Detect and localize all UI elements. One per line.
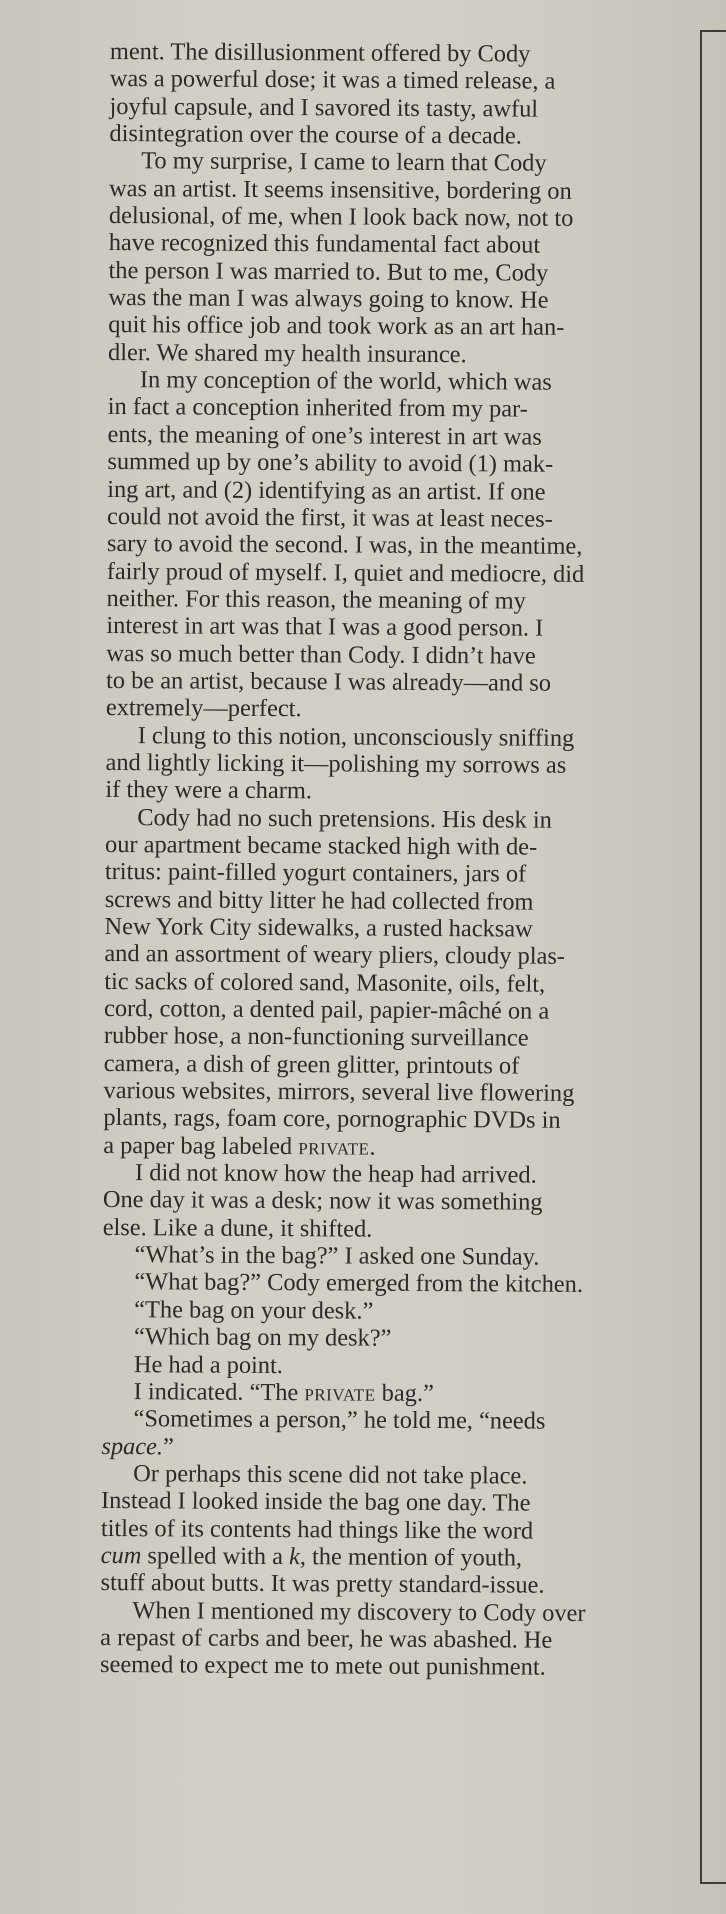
text-segment: spelled with a <box>141 1542 290 1571</box>
text-line <box>102 1378 632 1409</box>
text-segment: titles of its contents had things like the word <box>100 1514 534 1545</box>
italic-word: space. <box>101 1432 164 1460</box>
paragraph <box>103 1159 633 1244</box>
text-segment: bag.” <box>375 1379 434 1407</box>
text-line: ing art, and (2) identifying as an artist. If one <box>107 475 546 506</box>
paragraph <box>102 1268 632 1299</box>
text-line: delusional, of me, when I look back now, not to <box>108 202 574 232</box>
text-segment: . <box>369 1133 376 1161</box>
text-line: I did not know how the heap had arrived. <box>134 1159 537 1189</box>
text-line: rubber hose, a non-functioning surveillance <box>103 1022 529 1052</box>
text-line: quit his office job and took work as an art han- <box>108 311 565 342</box>
paragraph <box>100 1460 631 1600</box>
text-line: One day it was a desk; now it was something <box>102 1186 543 1217</box>
text-line: seemed to expect me to mete out punishment. <box>99 1651 546 1681</box>
text-line: disintegration over the course of a decade. <box>109 120 522 150</box>
text-line <box>101 1515 631 1546</box>
text-line: and lightly licking it—polishing my sorrows as <box>105 748 567 779</box>
text-line: Or perhaps this scene did not take place. <box>133 1460 528 1490</box>
text-line: and an assortment of weary pliers, cloudy plas- <box>104 940 566 971</box>
text-line: sary to avoid the second. I was, in the meantime, <box>106 530 583 561</box>
text-line: the person I was married to. But to me, Cody <box>108 256 549 287</box>
italic-word: k <box>288 1543 300 1571</box>
text-line <box>100 1569 630 1600</box>
paragraph <box>102 1350 632 1381</box>
paragraph <box>102 1323 632 1354</box>
text-line: summed up by one’s ability to avoid (1) mak- <box>107 448 554 478</box>
text-segment: stuff about butts. It was pretty standard-issue. <box>100 1569 545 1599</box>
text-line: interest in art was that I was a good person. I <box>106 612 544 642</box>
text-segment: ” <box>162 1432 174 1460</box>
text-line: To my surprise, I came to learn that Cody <box>141 147 547 178</box>
text-line: camera, a dish of green glitter, printouts of <box>103 1049 520 1080</box>
text-segment: I indicated. “The <box>133 1378 305 1407</box>
text-line <box>101 1542 631 1573</box>
text-line: ment. The disillusionment offered by Cody <box>109 38 531 68</box>
text-line: was the man I was always going to know. He <box>108 284 549 314</box>
text-line: else. Like a dune, it shifted. <box>102 1213 373 1243</box>
text-line: tic sacks of colored sand, Masonite, oils, felt, <box>104 967 546 998</box>
text-line: “What bag?” Cody emerged from the kitchen. <box>134 1268 584 1299</box>
paragraph <box>102 1241 632 1272</box>
text-line: was an artist. It seems insensitive, bordering on <box>108 174 572 205</box>
text-line: was a powerful dose; it was a timed release, a <box>109 65 556 96</box>
text-line: Instead I looked inside the bag one day. The <box>100 1487 531 1517</box>
text-line: He had a point. <box>133 1350 283 1379</box>
text-line: I clung to this notion, unconsciously sniffing <box>137 721 575 752</box>
paragraph <box>100 1597 630 1682</box>
paragraph <box>102 1296 632 1327</box>
text-line: joyful capsule, and I savored its tasty, awful <box>109 92 539 123</box>
paragraph <box>109 38 640 151</box>
text-line: tritus: paint-filled yogurt containers, jars of <box>104 858 527 888</box>
text-line: was so much better than Cody. I didn’t have <box>106 639 536 670</box>
text-line: if they were a charm. <box>105 776 313 805</box>
text-line: various websites, mirrors, several live flowering <box>103 1077 575 1107</box>
text-line: have recognized this fundamental fact about <box>108 229 541 260</box>
text-line: “What’s in the bag?” I asked one Sunday. <box>134 1241 540 1271</box>
page-edge-frame <box>700 30 726 1884</box>
text-line: Cody had no such pretensions. His desk in <box>137 803 552 834</box>
text-line: “Sometimes a person,” he told me, “needs <box>133 1405 546 1435</box>
text-line: our apartment became stacked high with de- <box>104 830 538 861</box>
text-line: plants, rags, foam core, pornographic DVDs in <box>103 1104 561 1135</box>
paragraph <box>105 722 635 807</box>
text-line: screws and bitty litter he had collected from <box>104 885 534 916</box>
text-line: to be an artist, because I was already—and so <box>105 666 552 697</box>
paragraph <box>106 366 638 725</box>
paragraph <box>101 1405 631 1463</box>
text-line: New York City sidewalks, a rusted hacksaw <box>104 912 533 943</box>
text-line <box>101 1433 631 1464</box>
italic-word: cum <box>100 1541 142 1570</box>
text-line: When I mentioned my discovery to Cody over <box>132 1596 586 1627</box>
text-column <box>100 38 640 1682</box>
small-caps-label: private <box>304 1379 376 1407</box>
paragraph <box>103 804 635 1163</box>
text-line <box>103 1132 633 1163</box>
text-line: fairly proud of myself. I, quiet and mediocre, did <box>106 557 585 588</box>
text-line: dler. We shared my health insurance. <box>107 338 467 368</box>
text-line: extremely—perfect. <box>105 694 302 723</box>
text-segment: , the mention of youth, <box>299 1543 523 1572</box>
text-segment: a paper bag labeled <box>103 1131 299 1160</box>
text-line: in fact a conception inherited from my par- <box>107 393 528 424</box>
text-line: neither. For this reason, the meaning of my <box>106 584 526 615</box>
text-line: could not avoid the first, it was at least neces- <box>106 502 553 533</box>
paragraph <box>108 147 639 369</box>
small-caps-label: private <box>298 1132 370 1161</box>
text-line: ents, the meaning of one’s interest in art was <box>107 420 542 451</box>
text-line: cord, cotton, a dented pail, papier-mâché on a <box>103 995 550 1025</box>
text-line: a repast of carbs and beer, he was abashed. He <box>100 1623 553 1654</box>
text-line: In my conception of the world, which was <box>139 366 552 396</box>
text-line: “The bag on your desk.” <box>134 1295 374 1325</box>
paragraph <box>102 1378 632 1409</box>
text-line: “Which bag on my desk?” <box>133 1323 392 1352</box>
